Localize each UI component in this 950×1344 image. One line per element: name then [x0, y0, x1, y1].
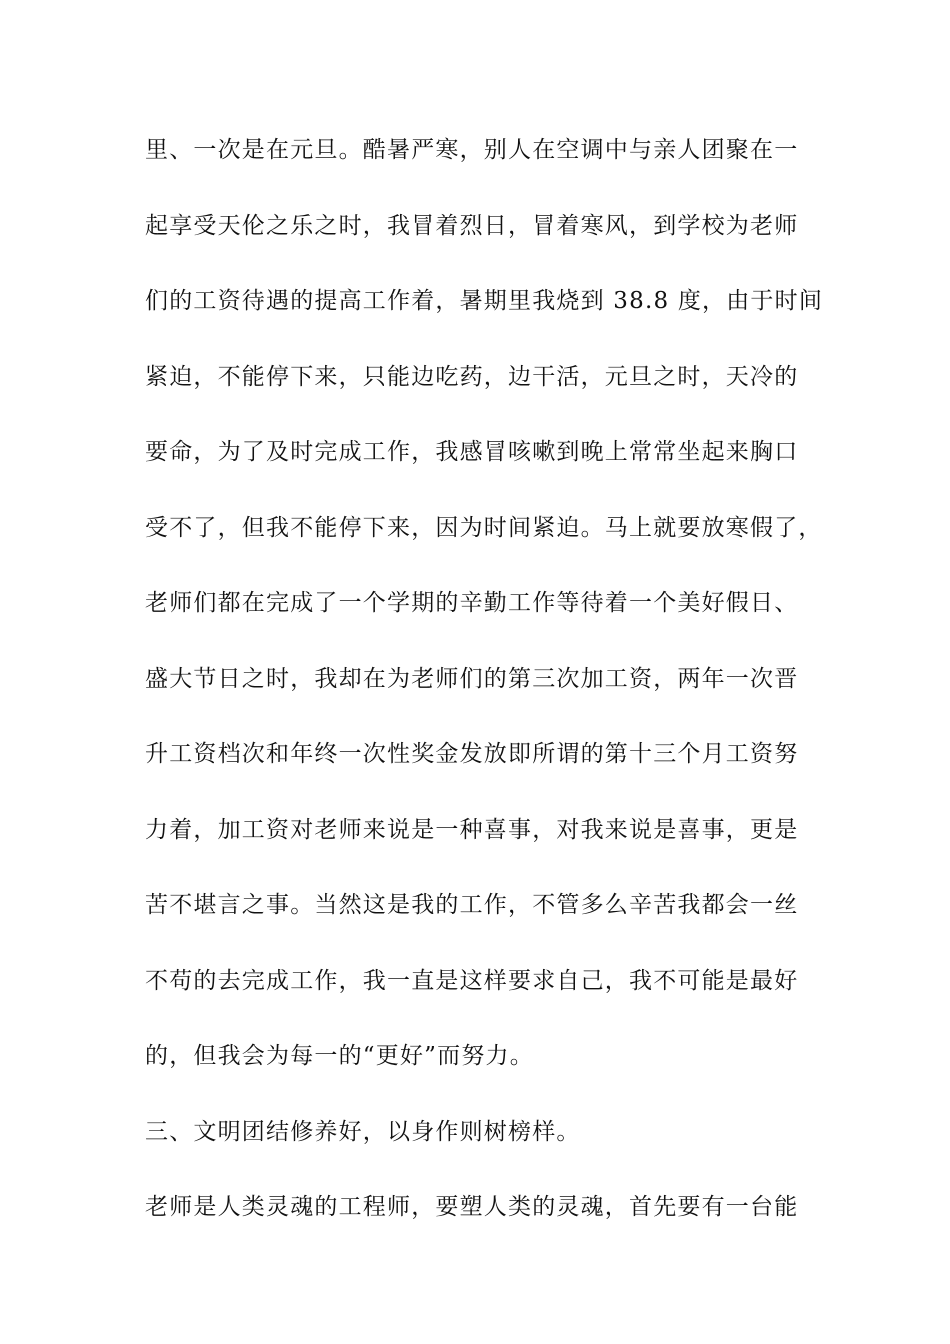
section-heading: 三、文明团结修养好，以身作则树榜样。 [145, 1118, 581, 1145]
text-line: 不苟的去完成工作，我一直是这样要求自己，我不可能是最好 [145, 967, 799, 994]
text-line: 老师是人类灵魂的工程师，要塑人类的灵魂，首先要有一台能 [145, 1194, 799, 1220]
text-line: 力着，加工资对老师来说是一种喜事，对我来说是喜事，更是 [145, 816, 799, 843]
text-line: 老师们都在完成了一个学期的辛勤工作等待着一个美好假日、 [145, 590, 799, 616]
text-line: 苦不堪言之事。当然这是我的工作，不管多么辛苦我都会一丝 [145, 892, 799, 918]
text-line: 们的工资待遇的提高工作着，暑期里我烧到 38.8 度，由于时间 [145, 288, 824, 314]
text-line: 里、一次是在元旦。酷暑严寒，别人在空调中与亲人团聚在一 [145, 137, 799, 163]
text-line: 盛大节日之时，我却在为老师们的第三次加工资，两年一次晋 [145, 665, 799, 692]
text-line: 起享受天伦之乐之时，我冒着烈日，冒着寒风，到学校为老师 [145, 212, 799, 239]
text-line: 紧迫，不能停下来，只能边吃药，边干活，元旦之时，天冷的 [145, 363, 799, 390]
body-text [145, 130, 835, 1263]
text-line: 升工资档次和年终一次性奖金发放即所谓的第十三个月工资努 [145, 741, 799, 767]
text-line: 的，但我会为每一的“更好”而努力。 [145, 1043, 534, 1069]
text-line: 要命，为了及时完成工作，我感冒咳嗽到晚上常常坐起来胸口 [145, 439, 799, 465]
text-line: 受不了，但我不能停下来，因为时间紧迫。马上就要放寒假了， [145, 514, 823, 541]
